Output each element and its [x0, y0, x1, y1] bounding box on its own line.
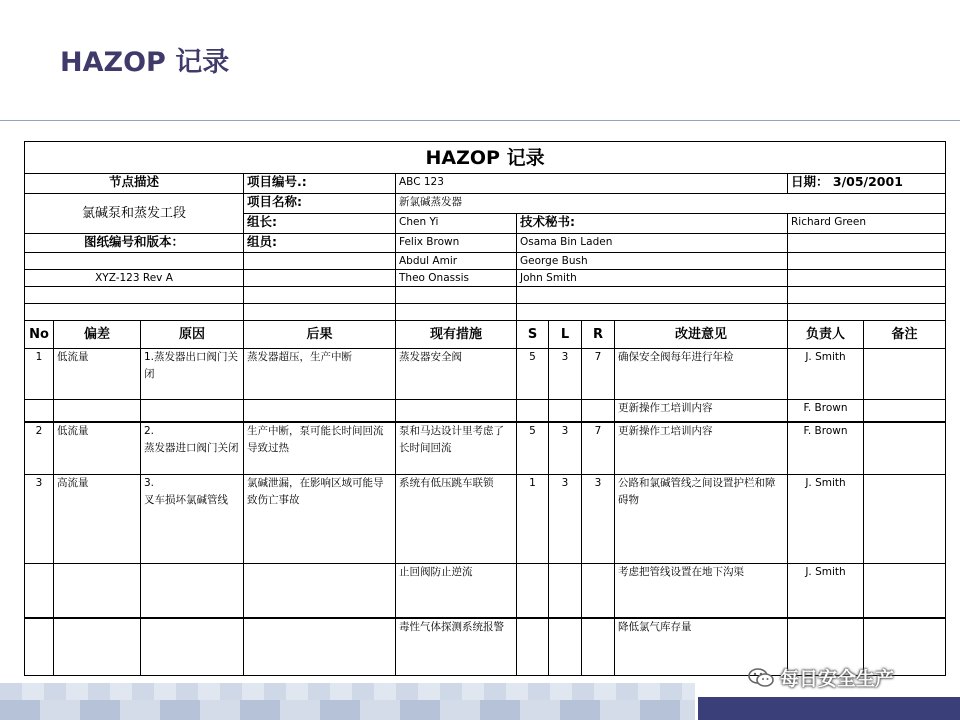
table-row	[25, 422, 946, 475]
row-action: 降低氯气库存量	[615, 618, 788, 676]
table-row	[25, 475, 946, 564]
row-safeguard: 毒性气体探测系统报警	[396, 618, 517, 676]
date-label: 日期：	[791, 174, 829, 189]
node-value: 氯碱泵和蒸发工段	[25, 194, 244, 234]
row-action: 更新操作工培训内容	[615, 422, 788, 475]
row-r: 7	[582, 349, 615, 400]
row-action: 更新操作工培训内容	[615, 400, 788, 422]
row-l: 3	[549, 422, 582, 475]
col-owner: 负责人	[788, 321, 864, 349]
row-deviation: 高流量	[54, 475, 141, 564]
date-cell	[788, 174, 946, 194]
member-5: Theo Onassis	[396, 270, 517, 287]
row-l: 3	[549, 475, 582, 564]
node-label: 节点描述	[25, 174, 244, 194]
row-action: 确保安全阀每年进行年检	[615, 349, 788, 400]
date-value: 3/05/2001	[832, 174, 903, 189]
secretary-label: 技术秘书:	[517, 214, 788, 234]
member-4: George Bush	[517, 253, 788, 270]
row-s: 5	[517, 422, 549, 475]
row-r: 3	[582, 475, 615, 564]
sheet-title: HAZOP 记录	[25, 142, 946, 174]
row-r: 7	[582, 422, 615, 475]
row-s: 5	[517, 349, 549, 400]
col-l: L	[549, 321, 582, 349]
row-cause: 1.蒸发器出口阀门关闭	[141, 349, 244, 400]
row-deviation: 低流量	[54, 422, 141, 475]
col-deviation: 偏差	[54, 321, 141, 349]
row-safeguard: 止回阀防止逆流	[396, 564, 517, 618]
member-2: Osama Bin Laden	[517, 234, 788, 253]
row-no: 2	[25, 422, 54, 475]
col-consequence: 后果	[244, 321, 396, 349]
project-name-label: 项目名称:	[244, 194, 396, 214]
col-no: No	[25, 321, 54, 349]
wechat-icon	[748, 668, 774, 688]
col-cause: 原因	[141, 321, 244, 349]
leader-value: Chen Yi	[396, 214, 517, 234]
row-no: 1	[25, 349, 54, 400]
row-action: 考虑把管线设置在地下沟渠	[615, 564, 788, 618]
row-s: 1	[517, 475, 549, 564]
watermark	[748, 664, 894, 691]
row-l: 3	[549, 349, 582, 400]
drawing-value: XYZ-123 Rev A	[25, 270, 244, 287]
row-owner: J. Smith	[788, 564, 864, 618]
watermark-text: 每日安全生产	[780, 668, 895, 690]
row-owner: F. Brown	[788, 400, 864, 422]
col-action: 改进意见	[615, 321, 788, 349]
row-cause: 2. 蒸发器进口阀门关闭	[141, 422, 244, 475]
row-remark	[864, 475, 946, 564]
row-consequence: 生产中断，泵可能长时间回流导致过热	[244, 422, 396, 475]
secretary-value: Richard Green	[788, 214, 946, 234]
table-row	[25, 349, 946, 400]
header-divider	[0, 120, 960, 121]
row-safeguard: 蒸发器安全阀	[396, 349, 517, 400]
table-row	[25, 400, 946, 422]
row-remark	[864, 422, 946, 475]
row-deviation: 低流量	[54, 349, 141, 400]
col-remark: 备注	[864, 321, 946, 349]
footer-stripes-lower	[0, 700, 695, 720]
row-owner: J. Smith	[788, 475, 864, 564]
member-6: John Smith	[517, 270, 788, 287]
row-no: 3	[25, 475, 54, 564]
drawing-label: 图纸编号和版本：	[25, 234, 244, 253]
table-row	[25, 564, 946, 618]
row-safeguard: 系统有低压跳车联锁	[396, 475, 517, 564]
row-consequence: 蒸发器超压，生产中断	[244, 349, 396, 400]
row-action: 公路和氯碱管线之间设置护栏和障碍物	[615, 475, 788, 564]
row-safeguard: 泵和马达设计里考虑了长时间回流	[396, 422, 517, 475]
column-header-row	[25, 321, 946, 349]
row-remark	[864, 349, 946, 400]
row-consequence: 氯碱泄漏，在影响区域可能导致伤亡事故	[244, 475, 396, 564]
slide-title: HAZOP 记录	[60, 47, 230, 78]
members-label: 组员:	[244, 234, 396, 253]
row-owner: J. Smith	[788, 349, 864, 400]
col-safeguard: 现有措施	[396, 321, 517, 349]
member-1: Felix Brown	[396, 234, 517, 253]
row-owner: F. Brown	[788, 422, 864, 475]
project-no-value: ABC 123	[396, 174, 788, 194]
hazop-record-table	[24, 141, 946, 676]
leader-label: 组长:	[244, 214, 396, 234]
row-cause: 3. 叉车损坏氯碱管线	[141, 475, 244, 564]
col-s: S	[517, 321, 549, 349]
col-r: R	[582, 321, 615, 349]
project-name-value: 新氯碱蒸发器	[396, 194, 946, 214]
footer-dark-bar	[698, 697, 960, 720]
project-no-label: 项目编号.:	[244, 174, 396, 194]
member-3: Abdul Amir	[396, 253, 517, 270]
